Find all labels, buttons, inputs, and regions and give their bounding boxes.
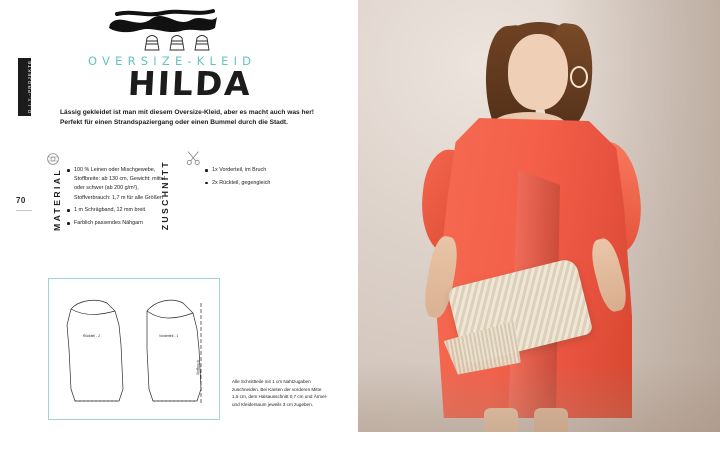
page-number-rule — [16, 210, 32, 211]
photo-bottom-gradient — [358, 362, 720, 432]
pattern-caption: Alle Schnittteile mit 1 cm Nahtzugaben zuschneiden. Bei Kanten der vorderen Mitte 1,5 cm, dem Halsausschnitt 0,7 cm und Ärmel- und Kleidersaum jeweils 3 cm zugeben. — [232, 379, 328, 407]
list-item: 1x Vorderteil, im Bruch — [205, 166, 315, 175]
list-item: 100 % Leinen oder Mischgewebe, Stoffbreite: ab 130 cm, Gewicht: mittel oder schwer (ab 200 g/m²), Stoffverbrauch: 1,7 m für alle Größen — [67, 166, 175, 203]
page-title: HILDA — [126, 64, 253, 103]
edge-tab — [18, 58, 31, 116]
photo-model — [358, 0, 720, 432]
page-number: 70 — [16, 196, 26, 205]
thread-spool-icon — [46, 152, 60, 166]
scissors-icon — [186, 150, 202, 166]
zuschnitt-section-label: ZUSCHNITT — [160, 160, 170, 231]
edge-tab-label: D.I.Y.-PROJEKTE — [27, 59, 32, 113]
svg-text:Stoffbruch: Stoffbruch — [196, 360, 200, 375]
svg-text:Rückteil - 2: Rückteil - 2 — [83, 334, 100, 338]
zuschnitt-list — [205, 166, 315, 191]
svg-text:Vorderteil - 1: Vorderteil - 1 — [159, 334, 179, 338]
material-section-label: MATERIAL — [52, 168, 62, 231]
material-list — [67, 166, 175, 232]
list-item: 2x Rückteil, gegengleich — [205, 179, 315, 188]
list-item: Farblich passendes Nähgarn — [67, 219, 175, 228]
pattern-diagram — [48, 278, 220, 420]
hoop-earring-icon — [570, 66, 588, 88]
intro-paragraph: Lässig gekleidet ist man mit diesem Oversize-Kleid, aber es macht auch was her! Perfekt für einen Strandspaziergang oder einen Bummel durch die Stadt. — [60, 109, 314, 127]
model-head — [508, 34, 568, 110]
list-item: 1 m Schrägband, 12 mm breit — [67, 206, 175, 215]
section-kicker: OVERSIZE-KLEID — [88, 54, 257, 68]
thimble-icons — [141, 30, 215, 52]
